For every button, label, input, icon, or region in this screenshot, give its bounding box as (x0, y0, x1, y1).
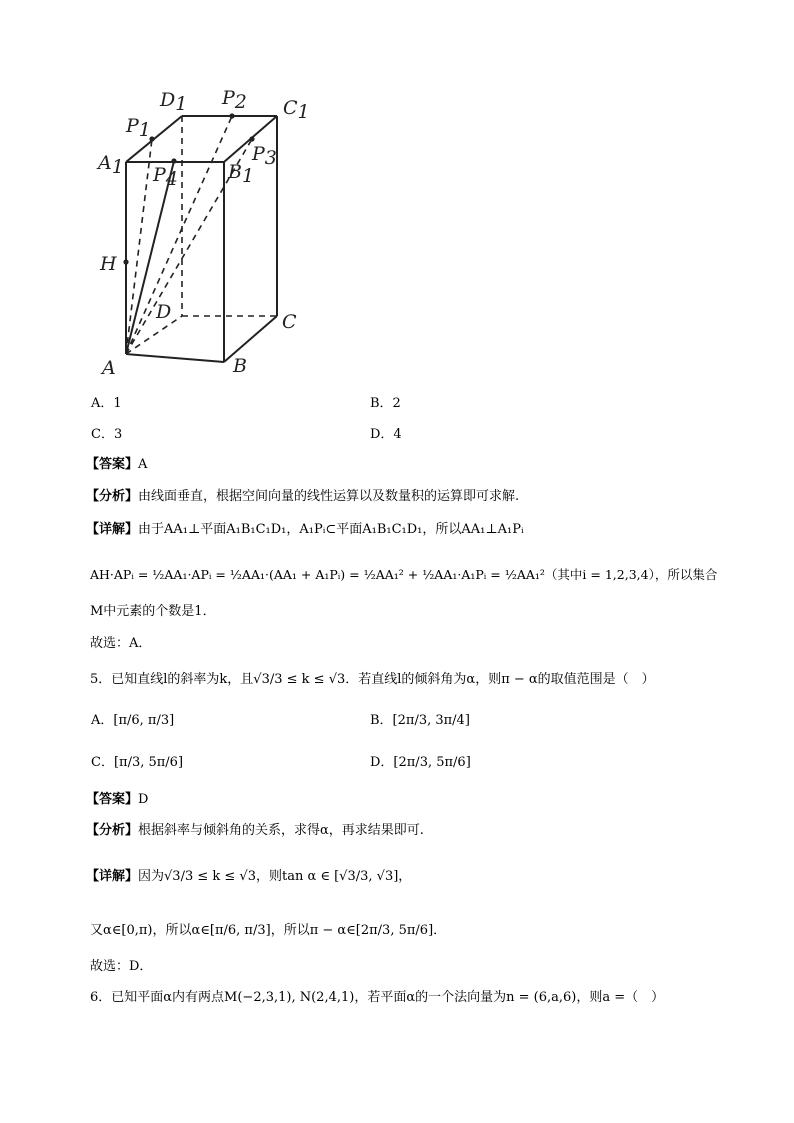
label-B: B (233, 355, 247, 377)
prism-figure (96, 84, 326, 384)
label-P3: P3 (252, 143, 277, 169)
q4-detail-line2: AH·APᵢ = ½AA₁·APᵢ = ½AA₁·(AA₁ + A₁Pᵢ) = ½AA₁² + ½AA₁·A₁Pᵢ = ½AA₁²（其中i = 1,2,3,4），所以集合 (90, 567, 718, 582)
q4-option-a[interactable]: A．1 (91, 396, 122, 411)
q5-option-a[interactable]: A．[π/6, π/3] (91, 713, 175, 728)
q5-detail-line1 (86, 868, 411, 886)
answer-tag: 【答案】 (86, 457, 139, 472)
detail-tag: 【详解】 (86, 869, 139, 884)
q5-option-b[interactable]: B．[2π/3, 3π/4] (370, 713, 470, 728)
q5-stem: 5．已知直线l的斜率为k，且√3/3 ≤ k ≤ √3．若直线l的倾斜角为α，则π − α的取值范围是（ ） (90, 672, 655, 687)
analysis-tag: 【分析】 (86, 489, 139, 504)
q4-option-c[interactable]: C．3 (91, 427, 123, 442)
detail-text: 由于AA₁⊥平面A₁B₁C₁D₁，A₁Pᵢ⊂平面A₁B₁C₁D₁，所以AA₁⊥A₁Pᵢ (138, 522, 524, 537)
q6-stem: 6．已知平面α内有两点M(−2,3,1), N(2,4,1)，若平面α的一个法向量为n = (6,a,6)，则a =（ ） (90, 990, 665, 1005)
q5-option-c[interactable]: C．[π/3, 5π/6] (91, 755, 184, 770)
q5-analysis (86, 822, 424, 840)
label-H: H (100, 253, 117, 275)
label-C1: C1 (283, 97, 310, 123)
label-C: C (282, 311, 297, 333)
label-P4: P4 (153, 164, 178, 190)
q4-analysis (86, 488, 519, 506)
label-D1: D1 (160, 89, 188, 115)
answer-value: D (138, 792, 149, 807)
q5-answer (86, 791, 148, 809)
analysis-text: 根据斜率与倾斜角的关系，求得α，再求结果即可. (138, 823, 424, 838)
q4-detail-line3: M中元素的个数是1． (90, 604, 216, 619)
q5-conclusion: 故选：D． (90, 959, 153, 974)
q4-option-b[interactable]: B．2 (370, 396, 401, 411)
q4-answer (86, 456, 147, 474)
analysis-text: 由线面垂直，根据空间向量的线性运算以及数量积的运算即可求解. (138, 489, 520, 504)
label-P2: P2 (222, 87, 247, 113)
analysis-tag: 【分析】 (86, 823, 139, 838)
label-A: A (102, 357, 116, 379)
detail-text: 因为√3/3 ≤ k ≤ √3，则tan α ∈ [√3/3, √3]， (138, 869, 412, 884)
label-A1: A1 (98, 152, 124, 178)
label-P1: P1 (126, 115, 151, 141)
q5-detail-line2: 又α∈[0,π)，所以α∈[π/6, π/3]，所以π − α∈[2π/3, 5π/6]． (90, 923, 447, 938)
q4-conclusion: 故选：A． (90, 636, 152, 651)
q4-option-d[interactable]: D．4 (370, 427, 402, 442)
label-B1: B1 (228, 161, 255, 187)
answer-value: A (138, 457, 148, 472)
detail-tag: 【详解】 (86, 522, 139, 537)
q5-option-d[interactable]: D．[2π/3, 5π/6] (370, 755, 471, 770)
answer-tag: 【答案】 (86, 792, 139, 807)
q4-detail-line1 (86, 521, 524, 539)
label-D: D (156, 301, 172, 323)
prism-diagram (96, 84, 326, 384)
